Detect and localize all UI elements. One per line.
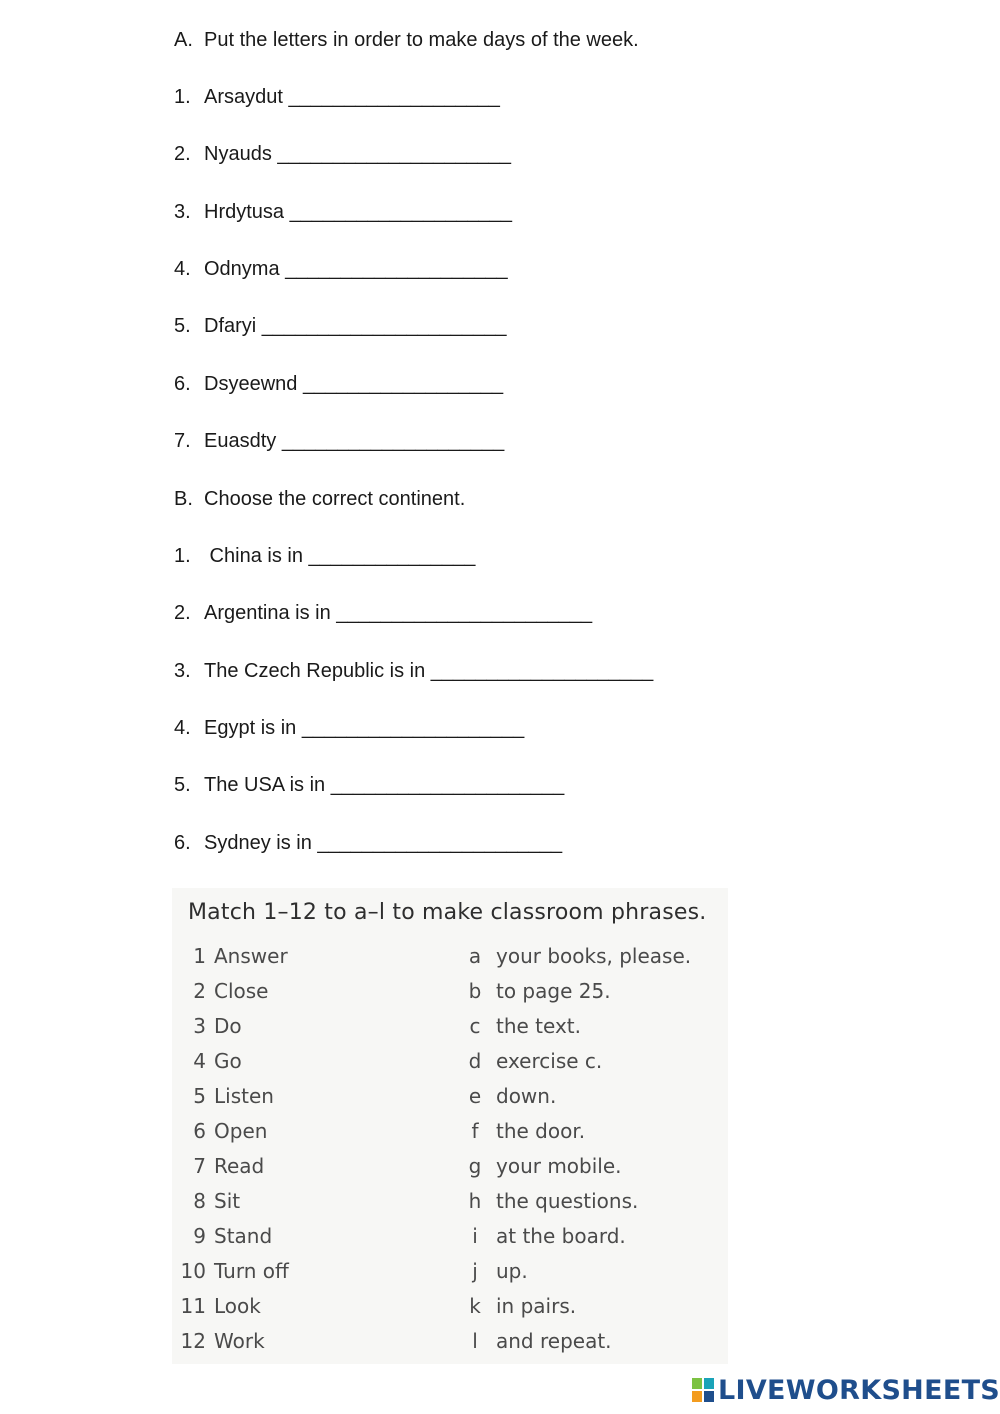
match-number: 12	[180, 1329, 206, 1353]
match-letter: j	[472, 1259, 478, 1283]
match-number: 9	[193, 1224, 206, 1248]
scrambled-word: Euasdty	[204, 430, 282, 452]
answer-blank[interactable]: ___________________	[288, 86, 500, 108]
match-letter: e	[468, 1084, 482, 1108]
table-row	[172, 1049, 728, 1084]
match-verb: Look	[214, 1294, 261, 1318]
answer-blank[interactable]: _______________________	[336, 602, 593, 624]
match-phrase: to page 25.	[496, 979, 611, 1003]
answer-blank[interactable]: _______________	[308, 545, 476, 567]
liveworksheets-logo	[692, 1374, 1000, 1406]
list-item	[174, 85, 500, 109]
item-number: 2.	[174, 602, 191, 624]
table-row	[172, 1329, 728, 1364]
match-number: 6	[193, 1119, 206, 1143]
match-phrase: down.	[496, 1084, 557, 1108]
match-letter: k	[469, 1294, 481, 1318]
match-number: 1	[193, 944, 206, 968]
table-row	[172, 1224, 728, 1259]
table-row	[172, 1014, 728, 1049]
match-verb: Stand	[214, 1224, 273, 1248]
section-a-letter: A.	[174, 29, 193, 51]
item-number: 4.	[174, 717, 191, 739]
answer-blank[interactable]: ____________________	[289, 201, 513, 223]
table-row	[172, 979, 728, 1014]
table-row	[172, 1294, 728, 1329]
item-number: 1.	[174, 86, 191, 108]
match-letter: i	[472, 1224, 478, 1248]
section-b-instruction: Choose the correct continent.	[204, 488, 466, 510]
section-b-letter: B.	[174, 488, 193, 510]
question-text: The Czech Republic is in	[204, 660, 431, 682]
answer-blank[interactable]: __________________	[302, 373, 504, 395]
table-row	[172, 1189, 728, 1224]
match-letter: b	[468, 979, 482, 1003]
logo-text: LIVEWORKSHEETS	[718, 1374, 1000, 1406]
match-verb: Work	[214, 1329, 265, 1353]
scrambled-word: Arsaydut	[204, 86, 289, 108]
match-verb: Close	[214, 979, 269, 1003]
question-text: Sydney is in	[204, 832, 318, 854]
match-phrase: your books, please.	[496, 944, 692, 968]
item-number: 3.	[174, 201, 191, 223]
match-letter: c	[469, 1014, 481, 1038]
section-b-heading	[174, 487, 465, 511]
item-number: 4.	[174, 258, 191, 280]
match-letter: g	[468, 1154, 482, 1178]
answer-blank[interactable]: ____________________	[285, 258, 508, 280]
answer-blank[interactable]: ______________________	[261, 315, 507, 337]
question-text: China is in	[204, 545, 309, 567]
match-letter: l	[472, 1329, 478, 1353]
answer-blank[interactable]: ____________________	[430, 660, 654, 682]
match-phrase: and repeat.	[496, 1329, 612, 1353]
table-row	[172, 944, 728, 979]
list-item	[174, 716, 524, 740]
match-phrase: in pairs.	[496, 1294, 577, 1318]
match-number: 4	[193, 1049, 206, 1073]
liveworksheets-logo-icon	[692, 1378, 714, 1402]
match-number: 2	[193, 979, 206, 1003]
list-item	[174, 372, 503, 396]
list-item	[174, 142, 511, 166]
scrambled-word: Dsyeewnd	[204, 373, 303, 395]
item-number: 6.	[174, 373, 191, 395]
item-number: 1.	[174, 545, 191, 567]
match-number: 5	[193, 1084, 206, 1108]
item-number: 5.	[174, 315, 191, 337]
list-item	[174, 200, 512, 224]
match-verb: Read	[214, 1154, 265, 1178]
question-text: The USA is in	[204, 774, 331, 796]
item-number: 2.	[174, 143, 191, 165]
table-row	[172, 1154, 728, 1189]
list-item	[174, 544, 475, 568]
match-letter: d	[468, 1049, 482, 1073]
section-a-instruction: Put the letters in order to make days of the week.	[204, 29, 639, 51]
scrambled-word: Nyauds	[204, 143, 278, 165]
answer-blank[interactable]: ______________________	[317, 832, 563, 854]
match-title: Match 1–12 to a–l to make classroom phrases.	[188, 900, 707, 925]
item-number: 3.	[174, 660, 191, 682]
scrambled-word: Hrdytusa	[204, 201, 290, 223]
list-item	[174, 601, 592, 625]
match-phrase: your mobile.	[496, 1154, 622, 1178]
match-phrase: exercise c.	[496, 1049, 603, 1073]
table-row	[172, 1259, 728, 1294]
item-number: 7.	[174, 430, 191, 452]
match-phrase: up.	[496, 1259, 528, 1283]
match-number: 10	[180, 1259, 206, 1283]
match-number: 7	[193, 1154, 206, 1178]
table-row	[172, 1084, 728, 1119]
match-phrase: the questions.	[496, 1189, 639, 1213]
list-item	[174, 659, 653, 683]
match-number: 11	[180, 1294, 206, 1318]
match-number: 8	[193, 1189, 206, 1213]
list-item	[174, 831, 562, 855]
match-phrase: the door.	[496, 1119, 586, 1143]
match-verb: Answer	[214, 944, 288, 968]
match-verb: Listen	[214, 1084, 274, 1108]
question-text: Argentina is in	[204, 602, 337, 624]
scrambled-word: Dfaryi	[204, 315, 262, 337]
answer-blank[interactable]: _____________________	[277, 143, 511, 165]
match-letter: h	[468, 1189, 482, 1213]
match-number: 3	[193, 1014, 206, 1038]
match-phrase: at the board.	[496, 1224, 626, 1248]
match-verb: Sit	[214, 1189, 241, 1213]
match-letter: f	[471, 1119, 479, 1143]
scrambled-word: Odnyma	[204, 258, 286, 280]
list-item	[174, 429, 504, 453]
match-verb: Open	[214, 1119, 268, 1143]
list-item	[174, 773, 564, 797]
table-row	[172, 1119, 728, 1154]
item-number: 5.	[174, 774, 191, 796]
question-text: Egypt is in	[204, 717, 302, 739]
match-letter: a	[468, 944, 482, 968]
match-verb: Do	[214, 1014, 242, 1038]
list-item	[174, 314, 507, 338]
answer-blank[interactable]: _____________________	[330, 774, 565, 796]
match-phrase: the text.	[496, 1014, 582, 1038]
answer-blank[interactable]: ____________________	[281, 430, 505, 452]
list-item	[174, 257, 508, 281]
match-verb: Turn off	[214, 1259, 289, 1283]
match-exercise-image	[172, 888, 728, 1364]
item-number: 6.	[174, 832, 191, 854]
section-a-heading	[174, 28, 639, 52]
match-verb: Go	[214, 1049, 242, 1073]
answer-blank[interactable]: ____________________	[301, 717, 525, 739]
